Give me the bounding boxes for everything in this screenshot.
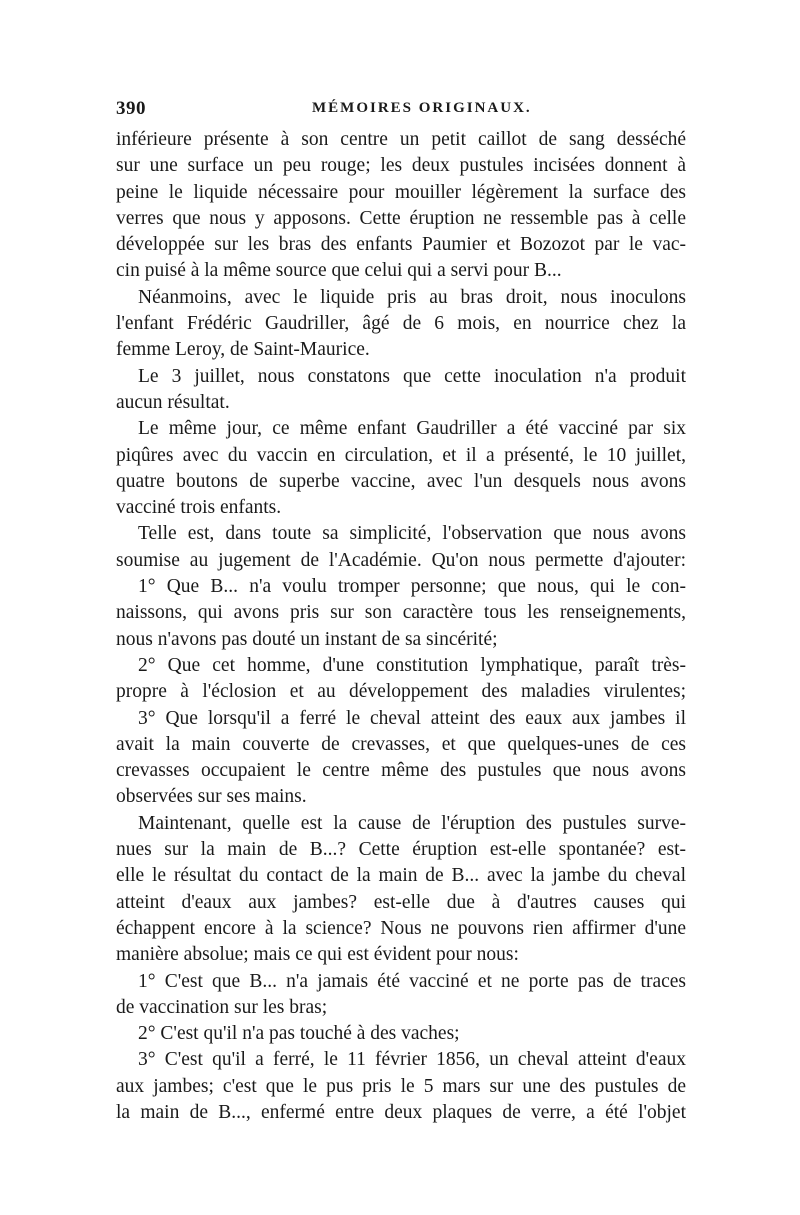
text-line: observées sur ses mains. bbox=[116, 786, 307, 808]
text-line: Néanmoins, avec le liquide pris au bras droit, nous inoculons bbox=[138, 286, 686, 308]
text-line: développée sur les bras des enfants Paumier et Bozozot par le vac- bbox=[116, 234, 686, 256]
text-line: quatre boutons de superbe vaccine, avec l'un desquels nous avons bbox=[116, 470, 686, 492]
text-line: verres que nous y apposons. Cette éruption ne ressemble pas à celle bbox=[116, 207, 686, 229]
text-line: nues sur la main de B...? Cette éruption est-elle spontanée? est- bbox=[116, 839, 686, 861]
text-line: sur une surface un peu rouge; les deux pustules incisées donnent à bbox=[116, 155, 686, 177]
running-head: MÉMOIRES ORIGINAUX. bbox=[312, 100, 532, 116]
text-line: Telle est, dans toute sa simplicité, l'observation que nous avons bbox=[138, 523, 686, 545]
text-line: 2° Que cet homme, d'une constitution lymphatique, paraît très- bbox=[138, 654, 686, 676]
text-line: propre à l'éclosion et au développement des maladies virulentes; bbox=[116, 681, 686, 703]
text-line: 2° C'est qu'il n'a pas touché à des vaches; bbox=[138, 1023, 460, 1045]
text-line: de vaccination sur les bras; bbox=[116, 996, 328, 1018]
text-line: 3° C'est qu'il a ferré, le 11 février 1856, un cheval atteint d'eaux bbox=[138, 1049, 686, 1071]
text-line: Le 3 juillet, nous constatons que cette inoculation n'a produit bbox=[138, 365, 686, 387]
text-line: elle le résultat du contact de la main de B... avec la jambe du cheval bbox=[116, 865, 686, 887]
text-line: aucun résultat. bbox=[116, 391, 230, 413]
text-line: soumise au jugement de l'Académie. Qu'on nous permette d'ajouter: bbox=[116, 549, 686, 571]
text-line: Maintenant, quelle est la cause de l'éruption des pustules surve- bbox=[138, 812, 686, 834]
text-line: nous n'avons pas douté un instant de sa sincérité; bbox=[116, 628, 498, 650]
text-line: échappent encore à la science? Nous ne pouvons rien affirmer d'une bbox=[116, 917, 686, 939]
text-line: femme Leroy, de Saint-Maurice. bbox=[116, 339, 370, 361]
text-line: vacciné trois enfants. bbox=[116, 497, 282, 519]
text-line: inférieure présente à son centre un petit caillot de sang desséché bbox=[116, 129, 686, 150]
text-line: Le même jour, ce même enfant Gaudriller a été vacciné par six bbox=[138, 418, 686, 440]
page-header bbox=[116, 98, 686, 122]
text-line: crevasses occupaient le centre même des pustules que nous avons bbox=[116, 760, 686, 782]
text-line: aux jambes; c'est que le pus pris le 5 mars sur une des pustules de bbox=[116, 1075, 686, 1097]
text-line: 3° Que lorsqu'il a ferré le cheval atteint des eaux aux jambes il bbox=[138, 707, 686, 729]
text-line: peine le liquide nécessaire pour mouiller légèrement la surface des bbox=[116, 181, 686, 203]
text-line: piqûres avec du vaccin en circulation, et il a présenté, le 10 juillet, bbox=[116, 444, 686, 466]
page-number: 390 bbox=[116, 98, 146, 119]
text-line: naissons, qui avons pris sur son caractère tous les renseignements, bbox=[116, 602, 686, 624]
body-text bbox=[116, 127, 686, 1126]
text-line: manière absolue; mais ce qui est évident pour nous: bbox=[116, 944, 519, 966]
text-line: 1° Que B... n'a voulu tromper personne; que nous, qui le con- bbox=[138, 576, 686, 598]
text-line: 1° C'est que B... n'a jamais été vacciné et ne porte pas de traces bbox=[138, 970, 686, 992]
text-line: l'enfant Frédéric Gaudriller, âgé de 6 mois, en nourrice chez la bbox=[116, 313, 686, 335]
text-line: cin puisé à la même source que celui qui a servi pour B... bbox=[116, 260, 562, 282]
text-line: atteint d'eaux aux jambes? est-elle due à d'autres causes qui bbox=[116, 891, 686, 913]
text-line: la main de B..., enfermé entre deux plaques de verre, a été l'objet bbox=[116, 1101, 686, 1123]
text-line: avait la main couverte de crevasses, et que quelques-unes de ces bbox=[116, 733, 686, 755]
